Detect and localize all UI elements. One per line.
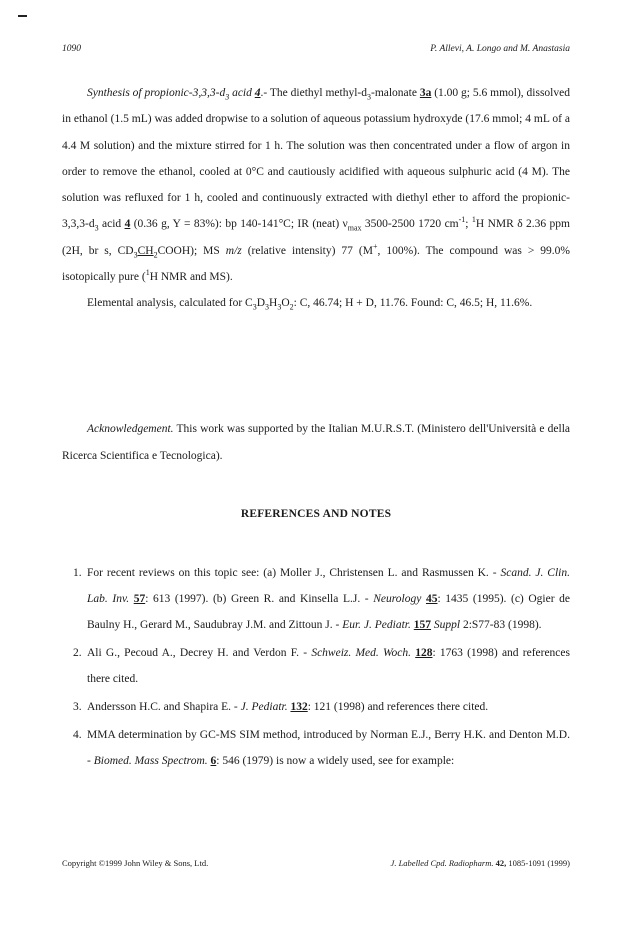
- reference-item: 2. Ali G., Pecoud A., Decrey H. and Verdon F. - Schweiz. Med. Woch. 128: 1763 (1998) and references there cited.: [73, 647, 570, 685]
- reference-list: [62, 560, 570, 774]
- page-header: [62, 44, 570, 58]
- reference-item: 1. For recent reviews on this topic see: (a) Moller J., Christensen L. and Rasmussen K. - Scand. J. Clin. Lab. Inv. 57: 613 (1997). (b) Green R. and Kinsella L.J. - Neurology 45: 1435 (1995). (c) Ogier de Baulny H., Gerard M., Saudubray J.M. and Zittoun J. - Eur. J. Pediatr. 157 Suppl 2:S77-83 (1998).: [73, 567, 571, 631]
- synthesis-title: Synthesis of propionic-$3,3,3-d_3$ acid 4: [87, 87, 261, 102]
- compound-4: 4: [124, 218, 131, 231]
- reference-item: 4. MMA determination by GC-MS SIM method, introduced by Norman E.J., Berry H.K. and Denton M.D. - Biomed. Mass Spectrom. 6: 546 (1979) is now a widely used, see for example:: [73, 729, 570, 767]
- synthesis-section: [62, 80, 570, 317]
- synthesis-paragraph: Synthesis of propionic-$3,3,3-d_3$ acid 4.- The diethyl methyl-$d_3$-malonate 3a (1.00 g; 5.6 mmol), dissolved in ethanol (1.5 mL) was added dropwise to a solution of aqueous potassium hydroxyde (17.6 mmol; 4 mL of a 4.4 M solution) and the mixture stirred for 1 h. The solution was then concentrated under a flow of argon in order to remove the ethanol, cooled at 0°C and cautiously acidified with aqueous sulphuric acid (4 M). The solution was refluxed for 1 h, cooled and continuously extracted with diethyl ether to afford the propionic-$3,3,3-d_3$ acid 4 (0.36 g, Y = 83%): bp 140-141°C; IR (neat) $\nu_{max}$ 3500-2500 1720 $cm^{-1}$; $^1$H NMR δ 2.36 ppm (2H, br s, $CD_3CH_2COOH$); MS m/z (relative intensity) 77 (M+, 100%). The compound was > 99.0% isotopically pure ($^1$H NMR and MS).: [62, 87, 571, 284]
- acknowledgement-paragraph: Acknowledgement. This work was supported by the Italian M.U.R.S.T. (Ministero dell'Università e della Ricerca Scientifica e Tecnologica).: [62, 423, 570, 462]
- copyright-notice: Copyright ©1999 John Wiley & Sons, Ltd.: [62, 858, 209, 868]
- references-heading: REFERENCES AND NOTES: [240, 508, 392, 520]
- elemental-analysis-paragraph: Elemental analysis, calculated for $C_3D_3H_3O_2$: C, 46.74; H + D, 11.76. Found: C, 46.5; H, 11.6%.: [87, 297, 533, 312]
- compound-3a: 3a: [419, 87, 432, 99]
- page-footer: [62, 858, 570, 870]
- reference-item: 3. Andersson H.C. and Shapira E. - J. Pediatr. 132: 121 (1998) and references there cited.: [73, 701, 489, 713]
- page-number: 1090: [62, 44, 81, 54]
- journal-citation: J. Labelled Cpd. Radiopharm. 42, 1085-1091 (1999): [390, 858, 570, 868]
- acknowledgement-label: Acknowledgement.: [87, 423, 174, 435]
- running-authors: P. Allevi, A. Longo and M. Anastasia: [430, 44, 570, 54]
- margin-mark: [18, 15, 27, 17]
